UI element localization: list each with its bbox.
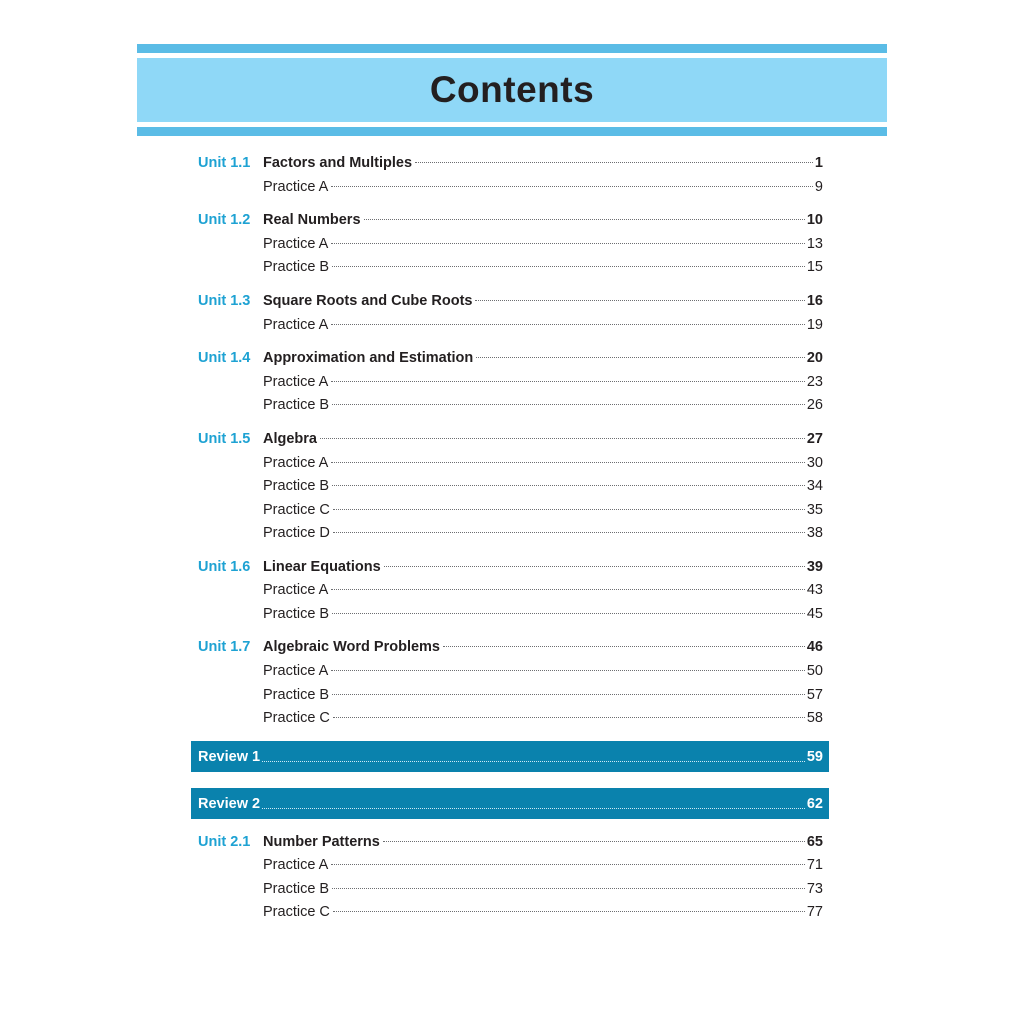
toc-entry-practice[interactable] <box>198 395 823 415</box>
dot-leader <box>332 266 805 267</box>
dot-leader <box>332 404 805 405</box>
entry-title: Square Roots and Cube Roots <box>263 293 473 309</box>
entry-title: Algebraic Word Problems <box>263 639 440 655</box>
page-number: 71 <box>806 857 823 873</box>
dot-leader <box>332 613 805 614</box>
toc-entry-practice[interactable] <box>198 604 823 624</box>
page-number: 1 <box>814 155 823 171</box>
toc-entry-practice[interactable] <box>198 685 823 705</box>
page-number: 57 <box>806 687 823 703</box>
toc-entry-practice[interactable] <box>198 580 823 600</box>
page-number: 27 <box>806 431 823 447</box>
toc-entry-unit-1-4[interactable] <box>198 348 823 368</box>
dot-leader <box>332 485 805 486</box>
dot-leader <box>331 243 805 244</box>
entry-title: Practice A <box>263 317 329 333</box>
entry-title: Practice B <box>263 397 330 413</box>
toc-entry-unit-1-7[interactable] <box>198 637 823 657</box>
dot-leader <box>443 646 805 647</box>
entry-title: Practice B <box>263 881 330 897</box>
toc-entry-unit-1-3[interactable] <box>198 291 823 311</box>
toc-entry-unit-2-1[interactable] <box>198 832 823 852</box>
page-number: 35 <box>806 502 823 518</box>
entry-title: Review 2 <box>198 795 261 812</box>
toc-entry-practice[interactable] <box>198 476 823 496</box>
unit-number: Unit 1.1 <box>198 155 251 171</box>
dot-leader <box>331 186 813 187</box>
page-number: 9 <box>814 179 823 195</box>
page-number: 20 <box>806 350 823 366</box>
page-number: 15 <box>806 259 823 275</box>
entry-title: Practice A <box>263 857 329 873</box>
unit-number: Unit 1.6 <box>198 559 251 575</box>
dot-leader <box>331 864 805 865</box>
unit-number: Unit 1.3 <box>198 293 251 309</box>
entry-title: Practice A <box>263 455 329 471</box>
dot-leader <box>333 532 805 533</box>
page-number: 65 <box>806 834 823 850</box>
page-number: 62 <box>806 795 823 812</box>
unit-number: Unit 1.2 <box>198 212 251 228</box>
entry-title: Number Patterns <box>263 834 380 850</box>
entry-title: Factors and Multiples <box>263 155 413 171</box>
toc-entry-practice[interactable] <box>198 234 823 254</box>
toc-entry-practice[interactable] <box>198 315 823 335</box>
page-number: 23 <box>806 374 823 390</box>
page-number: 59 <box>806 748 823 765</box>
entry-title: Algebra <box>263 431 317 447</box>
dot-leader <box>331 670 805 671</box>
toc-entry-review-1[interactable] <box>191 741 829 772</box>
page-number: 26 <box>806 397 823 413</box>
page-number: 50 <box>806 663 823 679</box>
dot-leader <box>364 219 805 220</box>
page-number: 30 <box>806 455 823 471</box>
entry-title: Practice C <box>263 710 330 726</box>
unit-number: Unit 1.7 <box>198 639 251 655</box>
unit-number: Unit 1.5 <box>198 431 251 447</box>
dot-leader <box>331 324 805 325</box>
toc-entry-practice[interactable] <box>198 902 823 922</box>
entry-title: Real Numbers <box>263 212 361 228</box>
entry-title: Review 1 <box>198 748 261 765</box>
dot-leader <box>331 381 805 382</box>
page-number: 39 <box>806 559 823 575</box>
toc-entry-practice[interactable] <box>198 372 823 392</box>
dot-leader <box>333 911 805 912</box>
toc-entry-practice[interactable] <box>198 453 823 473</box>
page-number: 58 <box>806 710 823 726</box>
entry-title: Practice B <box>263 259 330 275</box>
toc-entry-practice[interactable] <box>198 708 823 728</box>
entry-title: Practice A <box>263 663 329 679</box>
dot-leader <box>333 509 805 510</box>
toc-entry-unit-1-6[interactable] <box>198 557 823 577</box>
dot-leader <box>320 438 805 439</box>
page-number: 43 <box>806 582 823 598</box>
page-number: 46 <box>806 639 823 655</box>
entry-title: Linear Equations <box>263 559 381 575</box>
toc-entry-unit-1-5[interactable] <box>198 429 823 449</box>
toc-entry-practice[interactable] <box>198 500 823 520</box>
dot-leader <box>476 357 805 358</box>
dot-leader <box>332 888 805 889</box>
entry-title: Practice C <box>263 904 330 920</box>
dot-leader <box>383 841 805 842</box>
entry-title: Practice B <box>263 478 330 494</box>
entry-title: Practice B <box>263 606 330 622</box>
dot-leader <box>331 589 805 590</box>
page-title: Contents <box>429 69 595 110</box>
page-number: 10 <box>806 212 823 228</box>
toc-entry-unit-1-1[interactable] <box>198 153 823 173</box>
unit-number: Unit 2.1 <box>198 834 251 850</box>
unit-number: Unit 1.4 <box>198 350 251 366</box>
dot-leader <box>262 761 805 762</box>
page-number: 38 <box>806 525 823 541</box>
toc-entry-review-2[interactable] <box>191 788 829 819</box>
toc-entry-practice[interactable] <box>198 661 823 681</box>
toc-entry-practice[interactable] <box>198 855 823 875</box>
toc-entry-practice[interactable] <box>198 879 823 899</box>
page-number: 73 <box>806 881 823 897</box>
entry-title: Practice B <box>263 687 330 703</box>
page-number: 13 <box>806 236 823 252</box>
entry-title: Approximation and Estimation <box>263 350 474 366</box>
page-number: 19 <box>806 317 823 333</box>
page-number: 45 <box>806 606 823 622</box>
dot-leader <box>332 694 805 695</box>
toc-entry-unit-1-2[interactable] <box>198 210 823 230</box>
toc-entry-practice[interactable] <box>198 257 823 277</box>
dot-leader <box>331 462 805 463</box>
dot-leader <box>384 566 805 567</box>
toc-entry-practice[interactable] <box>198 177 823 197</box>
dot-leader <box>475 300 804 301</box>
entry-title: Practice A <box>263 236 329 252</box>
entry-title: Practice A <box>263 374 329 390</box>
page-number: 16 <box>806 293 823 309</box>
page-number: 77 <box>806 904 823 920</box>
toc-entry-practice[interactable] <box>198 523 823 543</box>
dot-leader <box>262 808 805 809</box>
entry-title: Practice D <box>263 525 330 541</box>
entry-title: Practice A <box>263 179 329 195</box>
entry-title: Practice A <box>263 582 329 598</box>
dot-leader <box>415 162 813 163</box>
entry-title: Practice C <box>263 502 330 518</box>
page-number: 34 <box>806 478 823 494</box>
dot-leader <box>333 717 805 718</box>
